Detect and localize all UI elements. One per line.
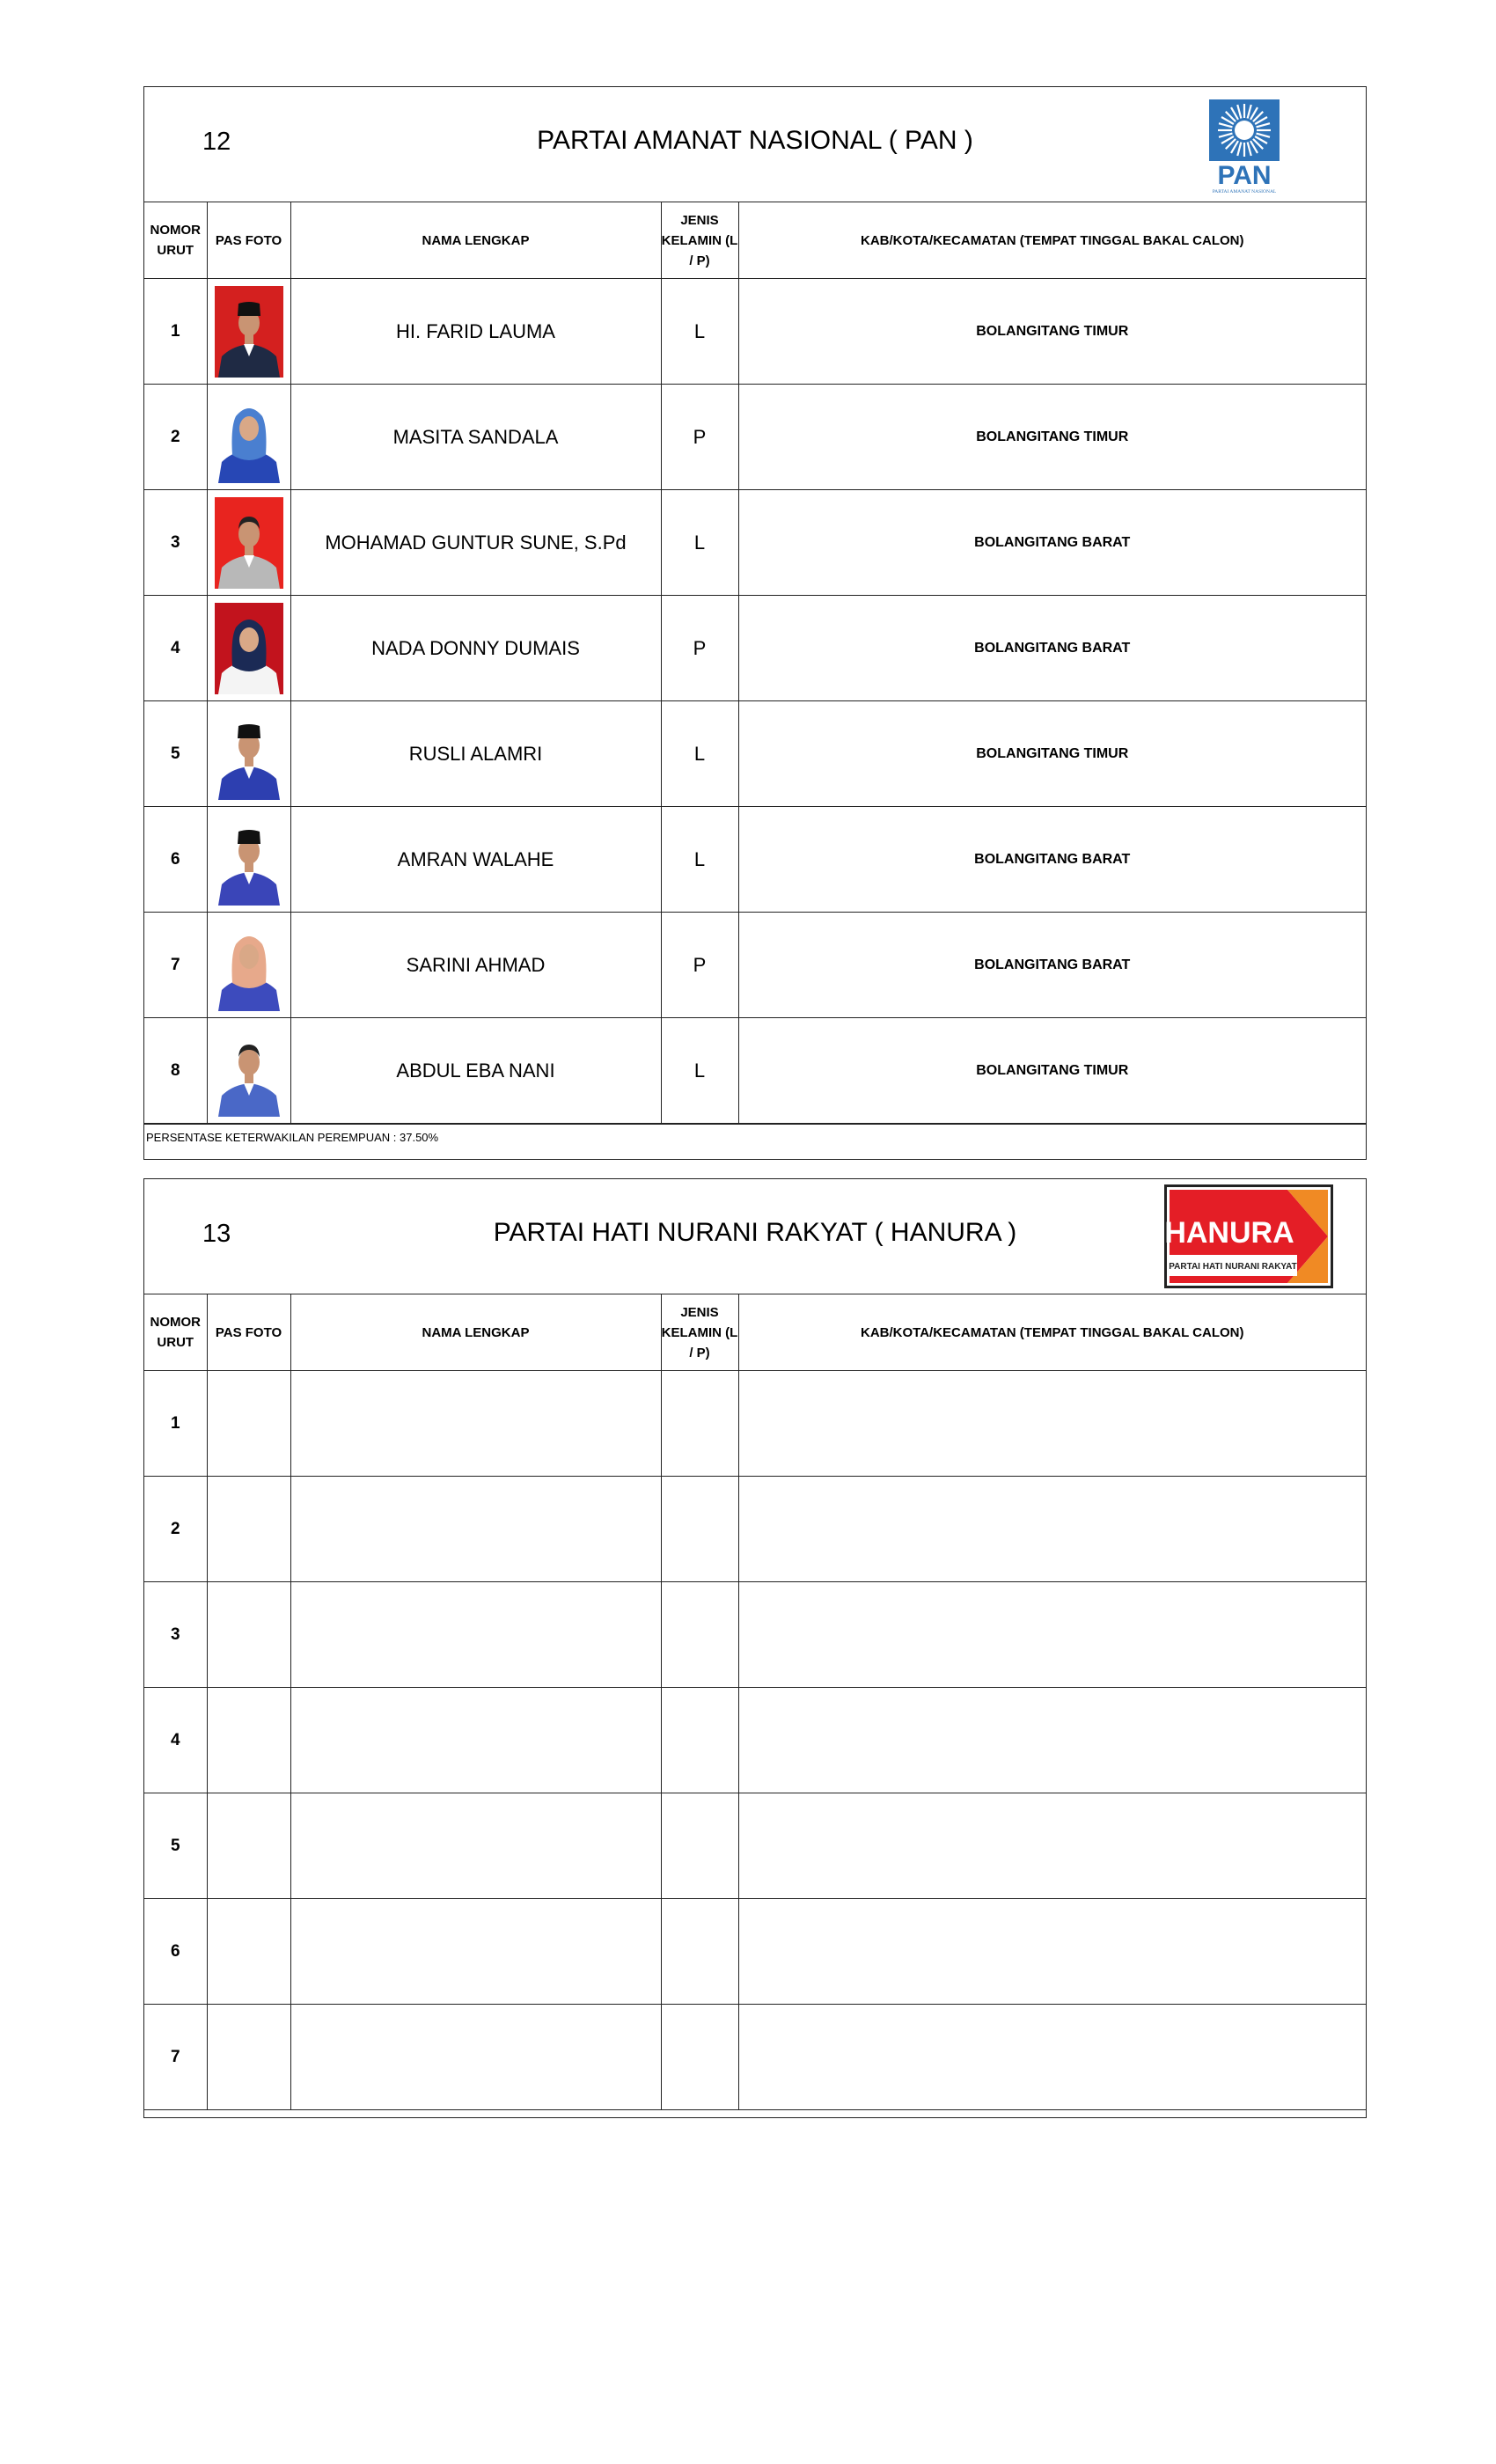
candidate-name: RUSLI ALAMRI	[290, 701, 661, 807]
candidate-residence	[738, 1899, 1366, 2005]
candidate-photo-cell	[207, 1477, 290, 1582]
hanura-party-section	[143, 1178, 1367, 2118]
table-row	[144, 1018, 1366, 1124]
candidate-residence: BOLANGITANG BARAT	[738, 807, 1366, 913]
table-row	[144, 279, 1366, 385]
candidate-name: HI. FARID LAUMA	[290, 279, 661, 385]
candidate-name	[290, 1899, 661, 2005]
candidate-number: 3	[144, 1582, 207, 1688]
candidate-photo-cell	[207, 2005, 290, 2110]
candidate-name	[290, 1793, 661, 1899]
candidate-residence	[738, 2005, 1366, 2110]
candidate-number: 4	[144, 1688, 207, 1793]
candidate-photo-cell	[207, 913, 290, 1018]
candidate-photo-cell	[207, 1018, 290, 1124]
candidate-photo-cell	[207, 1688, 290, 1793]
candidate-photo	[215, 920, 283, 1011]
table-row	[144, 1688, 1366, 1793]
table-header-row	[144, 202, 1366, 279]
candidate-photo-cell	[207, 1899, 290, 2005]
candidate-photo	[215, 708, 283, 800]
table-row	[144, 1477, 1366, 1582]
col-header-name: NAMA LENGKAP	[290, 1294, 661, 1371]
candidate-photo-cell	[207, 1371, 290, 1477]
col-header-area: KAB/KOTA/KECAMATAN (TEMPAT TINGGAL BAKAL CALON)	[738, 1294, 1366, 1371]
table-row	[144, 1582, 1366, 1688]
candidate-gender: L	[661, 279, 738, 385]
candidate-number: 7	[144, 2005, 207, 2110]
candidate-number: 6	[144, 1899, 207, 2005]
candidate-photo-cell	[207, 1582, 290, 1688]
table-row	[144, 1899, 1366, 2005]
candidate-name: AMRAN WALAHE	[290, 807, 661, 913]
candidate-photo-cell	[207, 385, 290, 490]
candidate-residence: BOLANGITANG TIMUR	[738, 279, 1366, 385]
candidate-gender: L	[661, 1018, 738, 1124]
pan-party-section	[143, 86, 1367, 1160]
candidate-name: NADA DONNY DUMAIS	[290, 596, 661, 701]
pan-party-header	[144, 87, 1366, 202]
table-row	[144, 807, 1366, 913]
candidate-name: SARINI AHMAD	[290, 913, 661, 1018]
pan-logo-subtext: PARTAI AMANAT NASIONAL	[1212, 189, 1277, 194]
candidate-number: 1	[144, 1371, 207, 1477]
table-row	[144, 596, 1366, 701]
candidate-gender	[661, 1477, 738, 1582]
candidate-photo	[215, 814, 283, 906]
table-row	[144, 385, 1366, 490]
candidate-number: 3	[144, 490, 207, 596]
candidate-residence	[738, 1477, 1366, 1582]
candidate-gender	[661, 1793, 738, 1899]
pan-logo	[1207, 98, 1281, 194]
candidate-gender: L	[661, 807, 738, 913]
candidate-photo-cell	[207, 701, 290, 807]
hanura-party-header	[144, 1179, 1366, 1294]
candidate-photo	[215, 286, 283, 378]
candidate-number: 5	[144, 1793, 207, 1899]
table-row	[144, 2005, 1366, 2110]
candidate-gender	[661, 1688, 738, 1793]
candidate-name: MOHAMAD GUNTUR SUNE, S.Pd	[290, 490, 661, 596]
candidate-photo-cell	[207, 490, 290, 596]
party-name: PARTAI HATI NURANI RAKYAT ( HANURA )	[493, 1218, 1017, 1247]
candidate-gender	[661, 2005, 738, 2110]
candidate-residence: BOLANGITANG TIMUR	[738, 1018, 1366, 1124]
women-representation-note: PERSENTASE KETERWAKILAN PEREMPUAN : 37.50%	[144, 1124, 1366, 1150]
candidate-number: 7	[144, 913, 207, 1018]
candidate-photo	[215, 603, 283, 694]
hanura-candidate-table	[144, 1294, 1366, 2110]
candidate-residence	[738, 1688, 1366, 1793]
candidate-number: 2	[144, 385, 207, 490]
candidate-number: 6	[144, 807, 207, 913]
candidate-photo-cell	[207, 596, 290, 701]
candidate-gender: P	[661, 913, 738, 1018]
candidate-residence	[738, 1371, 1366, 1477]
candidate-name	[290, 1477, 661, 1582]
candidate-residence: BOLANGITANG TIMUR	[738, 701, 1366, 807]
candidate-gender	[661, 1371, 738, 1477]
hanura-logo-subtext: PARTAI HATI NURANI RAKYAT	[1169, 1262, 1297, 1272]
candidate-residence: BOLANGITANG BARAT	[738, 596, 1366, 701]
candidate-name	[290, 1371, 661, 1477]
col-header-area: KAB/KOTA/KECAMATAN (TEMPAT TINGGAL BAKAL CALON)	[738, 202, 1366, 279]
table-row	[144, 701, 1366, 807]
party-number: 12	[202, 128, 231, 156]
col-header-photo: PAS FOTO	[207, 202, 290, 279]
candidate-number: 8	[144, 1018, 207, 1124]
candidate-residence: BOLANGITANG BARAT	[738, 490, 1366, 596]
candidate-name: ABDUL EBA NANI	[290, 1018, 661, 1124]
pan-logo-text: PAN	[1217, 161, 1272, 190]
candidate-residence	[738, 1582, 1366, 1688]
candidate-residence	[738, 1793, 1366, 1899]
table-row	[144, 1371, 1366, 1477]
candidate-photo	[215, 392, 283, 483]
candidate-name: MASITA SANDALA	[290, 385, 661, 490]
candidate-name	[290, 2005, 661, 2110]
candidate-name	[290, 1688, 661, 1793]
candidate-gender: P	[661, 596, 738, 701]
candidate-gender: P	[661, 385, 738, 490]
candidate-gender: L	[661, 490, 738, 596]
table-row	[144, 913, 1366, 1018]
candidate-number: 5	[144, 701, 207, 807]
candidate-residence: BOLANGITANG BARAT	[738, 913, 1366, 1018]
candidate-number: 4	[144, 596, 207, 701]
col-header-photo: PAS FOTO	[207, 1294, 290, 1371]
party-number: 13	[202, 1220, 231, 1248]
table-header-row	[144, 1294, 1366, 1371]
candidate-photo	[215, 497, 283, 589]
table-row	[144, 490, 1366, 596]
pan-candidate-table	[144, 202, 1366, 1124]
candidate-number: 1	[144, 279, 207, 385]
col-header-no: NOMOR URUT	[144, 1294, 207, 1371]
candidate-photo-cell	[207, 279, 290, 385]
candidate-photo-cell	[207, 807, 290, 913]
candidate-gender: L	[661, 701, 738, 807]
candidate-photo	[215, 1025, 283, 1117]
candidate-residence: BOLANGITANG TIMUR	[738, 385, 1366, 490]
candidate-gender	[661, 1582, 738, 1688]
candidate-name	[290, 1582, 661, 1688]
candidate-gender	[661, 1899, 738, 2005]
col-header-sex: JENIS KELAMIN (L / P)	[661, 202, 738, 279]
col-header-no: NOMOR URUT	[144, 202, 207, 279]
candidate-number: 2	[144, 1477, 207, 1582]
candidate-photo-cell	[207, 1793, 290, 1899]
hanura-logo-text: HANURA	[1164, 1216, 1294, 1250]
party-name: PARTAI AMANAT NASIONAL ( PAN )	[537, 126, 973, 155]
col-header-sex: JENIS KELAMIN (L / P)	[661, 1294, 738, 1371]
col-header-name: NAMA LENGKAP	[290, 202, 661, 279]
table-row	[144, 1793, 1366, 1899]
hanura-logo	[1164, 1184, 1333, 1288]
